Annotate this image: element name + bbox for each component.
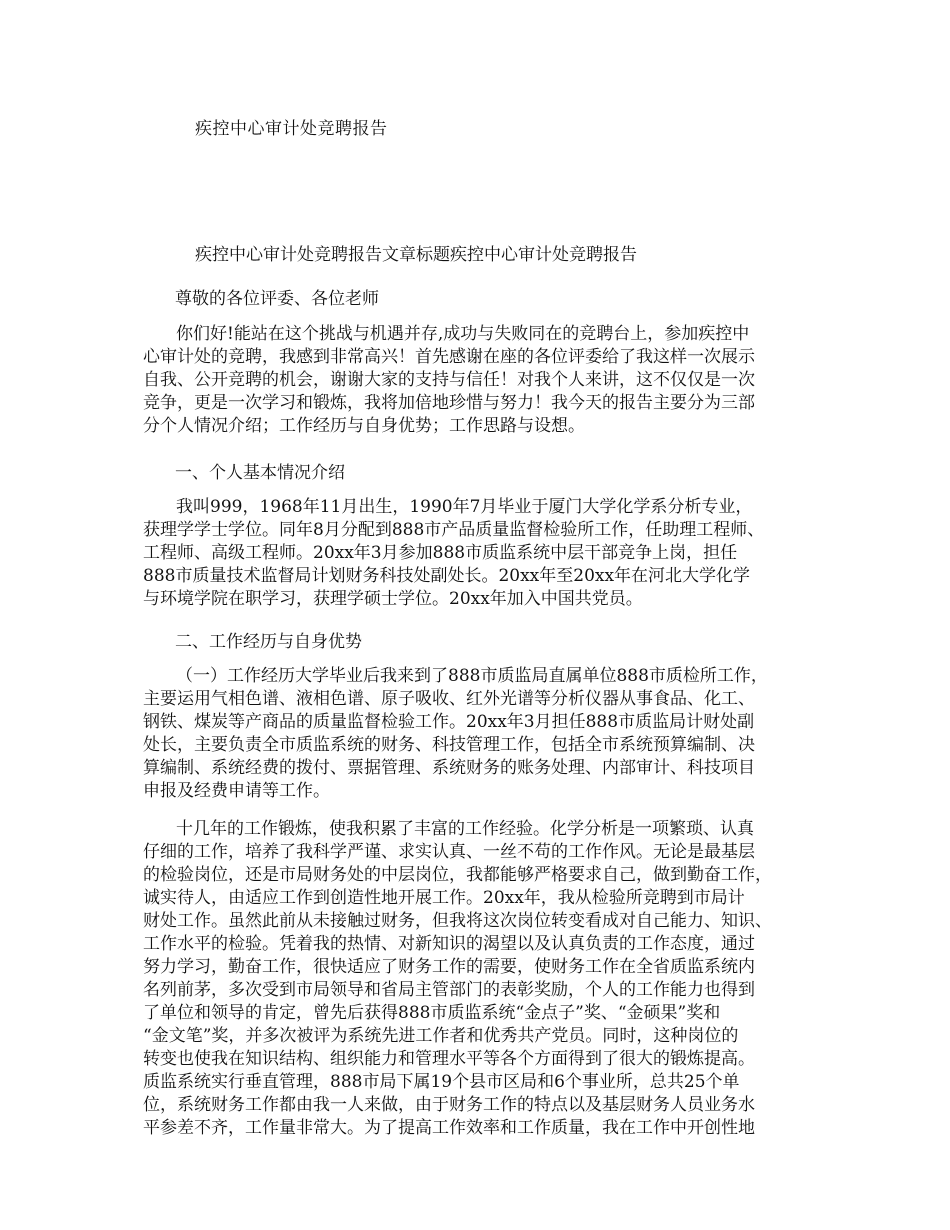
paragraph-line: 主要运用气相色谱、液相色谱、原子吸收、红外光谱等分析仪器从事食品、化工、 — [143, 689, 755, 709]
salutation: 尊敬的各位评委、各位老师 — [175, 289, 379, 309]
paragraph-line: 位，系统财务工作都由我一人来做，由于财务工作的特点以及基层财务人员业务水 — [143, 1095, 755, 1115]
paragraph-line: 钢铁、煤炭等产商品的质量监督检验工作。20xx年3月担任888市质监局计财处副 — [143, 712, 755, 732]
paragraph-line: 十几年的工作锻炼，使我积累了丰富的工作经验。化学分析是一项繁琐、认真 — [176, 819, 754, 839]
paragraph-line: 申报及经费申请等工作。 — [143, 781, 330, 801]
paragraph-line: 诚实待人，由适应工作到创造性地开展工作。20xx年，我从检验所竞聘到市局计 — [143, 888, 745, 908]
paragraph-line: （一）工作经历大学毕业后我来到了888市质监局直属单位888市质检所工作， — [176, 666, 768, 686]
intro-paragraph — [143, 323, 823, 438]
paragraph-line: 努力学习，勤奋工作，很快适应了财务工作的需要，使财务工作在全省质监系统内 — [143, 957, 755, 977]
paragraph-line: 质监系统实行垂直管理，888市局下属19个县市区局和6个事业所，总共25个单 — [143, 1072, 740, 1092]
paragraph-line: 与环境学院在职学习，获理学硕士学位。20xx年加入中国共党员。 — [143, 589, 643, 609]
work-achievements-paragraph — [143, 818, 823, 1140]
work-experience-paragraph — [143, 665, 823, 803]
document-title: 疾控中心审计处竞聘报告 — [195, 119, 388, 139]
personal-info-paragraph — [143, 496, 823, 611]
paragraph-line: 工作水平的检验。凭着我的热情、对新知识的渴望以及认真负责的工作态度，通过 — [143, 934, 755, 954]
paragraph-line: 我叫999，1968年11月出生，1990年7月毕业于厦门大学化学系分析专业， — [176, 497, 753, 517]
paragraph-line: 竞争，更是一次学习和锻炼，我将加倍地珍惜与努力！我今天的报告主要分为三部 — [143, 393, 755, 413]
paragraph-line: “金文笔”奖，并多次被评为系统先进工作者和优秀共产党员。同时，这种岗位的 — [143, 1026, 739, 1046]
paragraph-line: 算编制、系统经费的拨付、票据管理、系统财务的账务处理、内部审计、科技项目 — [143, 758, 755, 778]
section-heading-personal-info: 一、个人基本情况介绍 — [175, 463, 345, 483]
paragraph-line: 自我、公开竞聘的机会，谢谢大家的支持与信任！对我个人来讲，这不仅仅是一次 — [143, 370, 755, 390]
paragraph-line: 心审计处的竞聘，我感到非常高兴！首先感谢在座的各位评委给了我这样一次展示 — [143, 347, 755, 367]
paragraph-line: 工程师、高级工程师。20xx年3月参加888市质监系统中层干部竞争上岗，担任 — [143, 543, 738, 563]
article-subtitle: 疾控中心审计处竞聘报告文章标题疾控中心审计处竞聘报告 — [195, 245, 637, 265]
paragraph-line: 名列前茅，多次受到市局领导和省局主管部门的表彰奖励，个人的工作能力也得到 — [143, 980, 755, 1000]
paragraph-line: 处长，主要负责全市质监系统的财务、科技管理工作，包括全市系统预算编制、决 — [143, 735, 755, 755]
paragraph-line: 分个人情况介绍；工作经历与自身优势；工作思路与设想。 — [143, 416, 585, 436]
paragraph-line: 888市质量技术监督局计划财务科技处副处长。20xx年至20xx年在河北大学化学 — [143, 566, 751, 586]
paragraph-line: 财处工作。虽然此前从未接触过财务，但我将这次岗位转变看成对自己能力、知识、 — [143, 911, 772, 931]
paragraph-line: 了单位和领导的肯定，曾先后获得888市质监系统“金点子”奖、“金硕果”奖和 — [143, 1003, 721, 1023]
paragraph-line: 平参差不齐，工作量非常大。为了提高工作效率和工作质量，我在工作中开创性地 — [143, 1118, 755, 1138]
paragraph-line: 的检验岗位，还是市局财务处的中层岗位，我都能够严格要求自己，做到勤奋工作， — [143, 865, 772, 885]
paragraph-line: 仔细的工作，培养了我科学严谨、求实认真、一丝不苟的工作作风。无论是最基层 — [143, 842, 755, 862]
paragraph-line: 你们好!能站在这个挑战与机遇并存,成功与失败同在的竞聘台上，参加疾控中 — [176, 324, 750, 344]
section-heading-work-experience: 二、工作经历与自身优势 — [175, 632, 362, 652]
paragraph-line: 转变也使我在知识结构、组织能力和管理水平等各个方面得到了很大的锻炼提高。 — [143, 1049, 755, 1069]
paragraph-line: 获理学学士学位。同年8月分配到888市产品质量监督检验所工作，任助理工程师、 — [143, 520, 765, 540]
